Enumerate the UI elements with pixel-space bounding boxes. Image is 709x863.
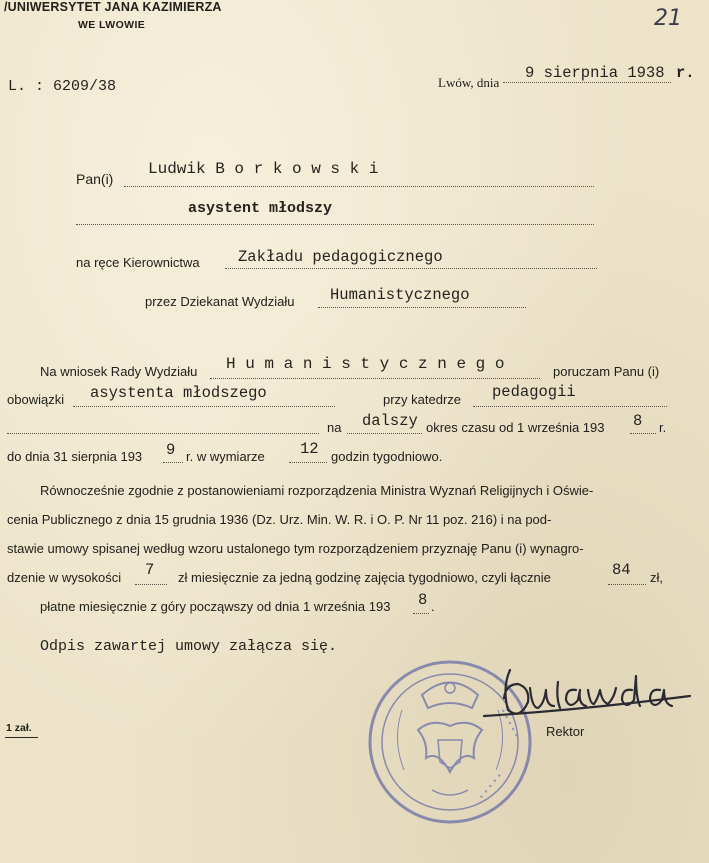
attachments-label: 1 zał.: [6, 722, 32, 734]
stamp-text-decoration: • • • • •: [498, 707, 521, 740]
body-line2-chair-label: przy katedrze: [383, 392, 462, 407]
svg-text:• • • • •: • • • • •: [477, 771, 505, 802]
name-dotted-line: [124, 186, 594, 187]
rate-value: 7: [145, 561, 155, 579]
body-line1-text: Na wniosek Rady Wydziału: [40, 364, 198, 379]
page-number: 21: [654, 6, 682, 31]
body-line3-na: na: [327, 420, 342, 435]
position-dotted-line: [76, 224, 594, 225]
body-line1-end: poruczam Panu (i): [553, 364, 660, 379]
year-from-dotted-line: [630, 433, 656, 434]
body-p2-line5-end: .: [431, 599, 435, 614]
body-line3-r: r.: [659, 420, 667, 435]
faculty-value: H u m a n i s t y c z n e g o: [226, 355, 505, 373]
year-to-dotted-line: [163, 462, 183, 463]
chair-dotted-line: [473, 406, 667, 407]
care-of-value: Zakładu pedagogicznego: [238, 248, 443, 266]
chair-value: pedagogii: [492, 383, 576, 401]
term-value: dalszy: [362, 412, 418, 430]
line3-dotted-line: [7, 433, 319, 434]
dateline-place: Lwów, dnia: [438, 75, 500, 90]
university-city: WE LWOWIE: [78, 19, 146, 31]
body-line4-mid: r. w wymiarze: [186, 449, 265, 464]
university-name: /UNIWERSYTET JANA KAZIMIERZA: [4, 0, 222, 14]
attachments-underline: [5, 737, 38, 738]
rector-signature: [480, 658, 695, 728]
date-dotted-line: [503, 82, 671, 83]
care-of-label: na ręce Kierownictwa: [76, 255, 200, 270]
dateline-date: 9 sierpnia 1938: [525, 64, 665, 82]
via-label: przez Dziekanat Wydziału: [145, 294, 295, 309]
care-of-dotted-line: [225, 268, 597, 269]
faculty-dotted-line: [210, 378, 540, 379]
dateline-r: r.: [676, 64, 695, 82]
body-p2-line4-end: zł,: [650, 570, 663, 585]
addressee-prefix: Pan(i): [76, 171, 114, 187]
hours-value: 12: [300, 440, 319, 458]
body-p2-line4-mid: zł miesięcznie za jedną godzinę zajęcia tygodniowo, czyli łącznie: [178, 570, 551, 585]
rector-label: Rektor: [546, 724, 585, 739]
enclosure-note: Odpis zawartej umowy załącza się.: [40, 638, 338, 655]
body-p2-line2: cenia Publicznego z dnia 15 grudnia 1936 (Dz. Urz. Min. W. R. i O. P. Nr 11 poz. 216) i na pod-: [7, 512, 552, 527]
body-p2-line5: płatne miesięcznie z góry począwszy od dnia 1 września 193: [40, 599, 391, 614]
start-year-value: 8: [418, 591, 428, 609]
reference-number: L. : 6209/38: [8, 78, 117, 95]
via-value: Humanistycznego: [330, 286, 470, 304]
via-dotted-line: [318, 307, 526, 308]
total-dotted-line: [608, 584, 646, 585]
body-p2-line3: stawie umowy spisanej według wzoru ustalonego tym rozporządzeniem przyznaję Panu (i) wynagro-: [7, 541, 584, 556]
duties-value: asystenta młodszego: [90, 384, 267, 402]
rate-dotted-line: [135, 584, 167, 585]
year-to-value: 9: [166, 441, 176, 459]
body-line4-end: godzin tygodniowo.: [331, 449, 443, 464]
body-p2-line4-start: dzenie w wysokości: [7, 570, 122, 585]
year-from-value: 8: [633, 412, 643, 430]
duties-dotted-line: [73, 406, 335, 407]
total-value: 84: [612, 561, 631, 579]
hours-dotted-line: [289, 462, 327, 463]
body-line3-text: okres czasu od 1 września 193: [426, 420, 605, 435]
addressee-position: asystent młodszy: [188, 200, 333, 217]
term-dotted-line: [347, 433, 422, 434]
addressee-name: Ludwik B o r k o w s k i: [148, 160, 379, 178]
body-p2-line1: Równocześnie zgodnie z postanowieniami rozporządzenia Ministra Wyznań Religijnych i Oświe-: [40, 483, 594, 498]
body-line4-text: do dnia 31 sierpnia 193: [7, 449, 143, 464]
body-line2-text: obowiązki: [7, 392, 65, 407]
start-year-dotted-line: [413, 613, 429, 614]
